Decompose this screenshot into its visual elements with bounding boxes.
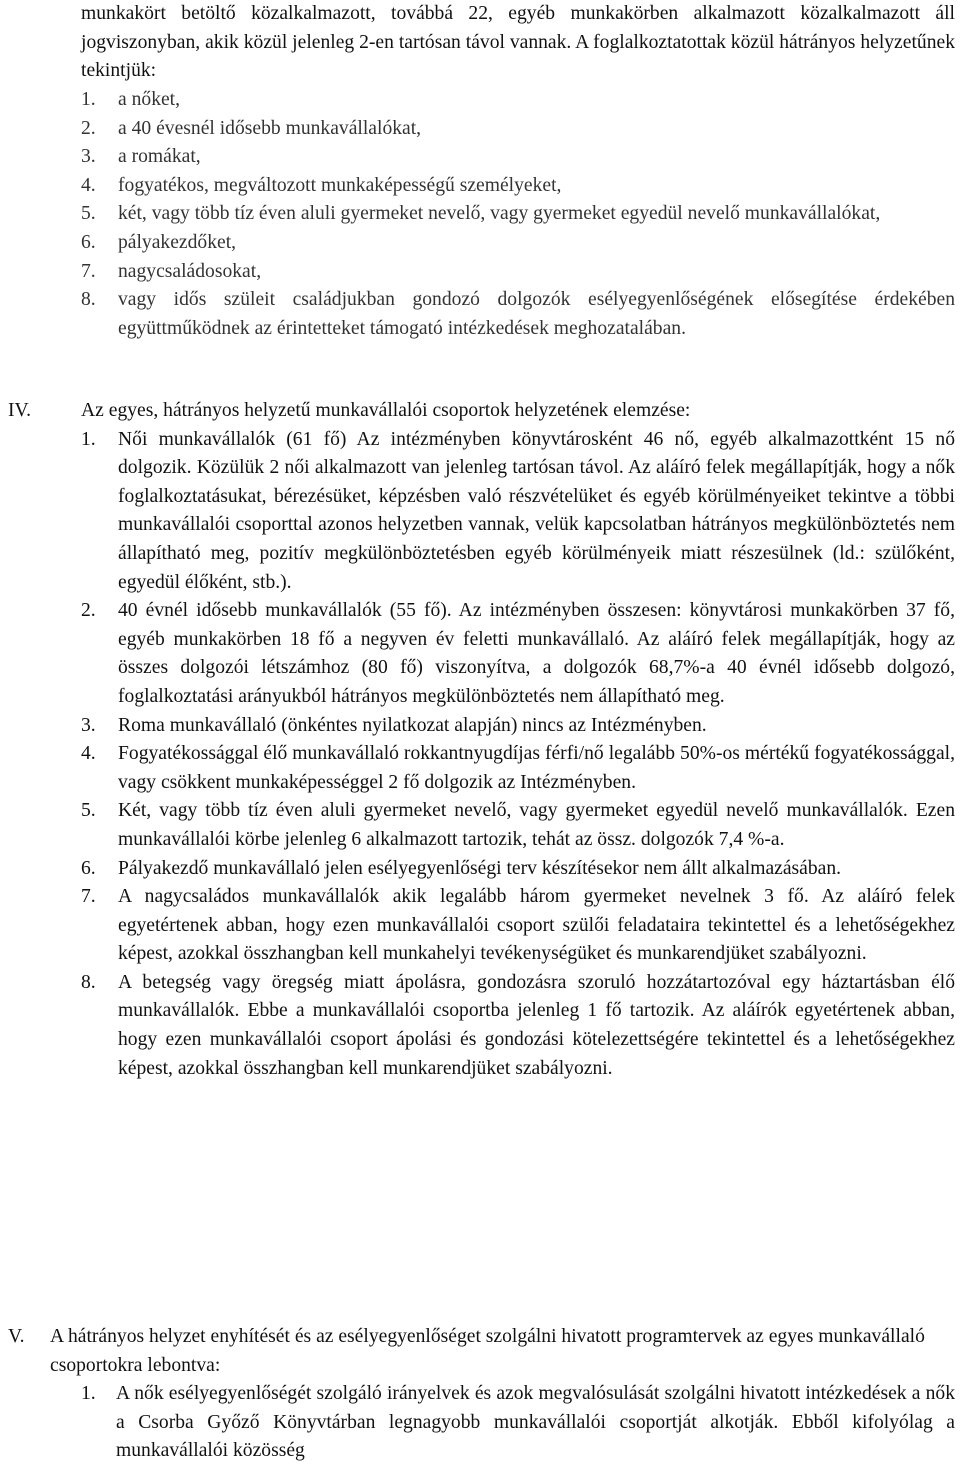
- list-item-text: Roma munkavállaló (önkéntes nyilatkozat alapján) nincs az Intézményben.: [118, 714, 707, 736]
- list-item-text: nagycsaládosokat,: [118, 260, 262, 282]
- list-item-number: 7.: [81, 886, 96, 908]
- list-item-number: 3.: [81, 714, 96, 736]
- list-item: [81, 883, 955, 969]
- list-item-number: 6.: [81, 231, 96, 253]
- list-item-text: Pályakezdő munkavállaló jelen esélyegyenlőségi terv készítésekor nem állt alkalmazásában.: [118, 857, 842, 879]
- section-v: [0, 1323, 960, 1466]
- list-item: [81, 426, 955, 598]
- list-item-number: 3.: [81, 146, 96, 168]
- list-item: [81, 200, 955, 229]
- list-item: [81, 258, 955, 287]
- program-plan-list: [81, 1380, 955, 1466]
- list-item: [81, 797, 955, 854]
- list-item: [81, 597, 955, 711]
- section-heading: [0, 397, 960, 426]
- list-item-text: A betegség vagy öregség miatt ápolásra, gondozásra szoruló hozzátartozóval egy háztartásban élő munkavállalók. Ebbe a munkavállalói csoportba jelenleg 1 fő tartozik. Az aláírók egyetértenek abban, hogy ezen munkavállalói csoport ápolási és gondozási kötelezettségére tekintettel és a lehetőségekhez képest, azokkal összhangban kell munkarendjüket szabályozni.: [118, 971, 955, 1079]
- list-item-number: 6.: [81, 857, 96, 879]
- list-item: [81, 172, 955, 201]
- list-item-text: fogyatékos, megváltozott munkaképességű személyeket,: [118, 174, 562, 196]
- group-analysis-list: [81, 426, 955, 1084]
- list-item-number: 5.: [81, 800, 96, 822]
- list-item: [81, 229, 955, 258]
- list-item: [81, 115, 955, 144]
- section-title: Az egyes, hátrányos helyzetű munkavállalói csoportok helyzetének elemzése:: [81, 400, 691, 421]
- section-heading: [0, 1323, 960, 1380]
- list-item: [81, 969, 955, 1083]
- list-item-text: 40 évnél idősebb munkavállalók (55 fő). Az intézményben összesen: könyvtárosi munkakörben 37 fő, egyéb munkakörben 18 fő a negyven év feletti munkavállaló. Az aláíró felek megállapítják, hogy az összes dolgozói létszámhoz (80 fő) viszonyítva, a dolgozók 68,7%-a 40 évnél idősebb dolgozó, foglalkoztatási arányukból hátrányos megkülönböztetés nem állapítható meg.: [118, 600, 955, 707]
- list-item-text: két, vagy több tíz éven aluli gyermeket nevelő, vagy gyermeket egyedül nevelő munkavállalókat,: [118, 203, 881, 225]
- section-iv: [0, 397, 960, 1083]
- list-item-text: Két, vagy több tíz éven aluli gyermeket nevelő, vagy gyermeket egyedül nevelő munkavállalók. Ezen munkavállalói körbe jelenleg 6 alkalmazott tartozik, tehát az össz. dolgozók 7,4 %-a.: [118, 800, 955, 850]
- list-item-number: 5.: [81, 203, 96, 225]
- list-item: [81, 286, 955, 343]
- list-item-number: 1.: [81, 1383, 96, 1405]
- list-item-text: a romákat,: [118, 146, 201, 168]
- list-item-text: A nők esélyegyenlőségét szolgáló irányelvek és azok megvalósulását szolgálni hivatott intézkedések a nők a Csorba Győző Könyvtárban legnagyobb munkavállalói csoportját alkotják. Ebből kifolyólag a munkavállalói közösség: [116, 1383, 955, 1462]
- section-number: V.: [8, 1326, 25, 1347]
- list-item-number: 2.: [81, 117, 96, 139]
- intro-paragraph: munkakört betöltő közalkalmazott, továbbá 22, egyéb munkakörben alkalmazott közalkalmazott áll jogviszonyban, akik közül jelenleg 2-en tartósan távol vannak. A foglalkoztatottak közül hátrányos helyzetűnek tekintjük:: [81, 3, 955, 82]
- disadvantaged-groups-list: [81, 86, 955, 343]
- list-item-number: 8.: [81, 971, 96, 993]
- list-item: [81, 740, 955, 797]
- list-item-number: 4.: [81, 743, 96, 765]
- list-item-text: A nagycsaládos munkavállalók akik legalább három gyermeket nevelnek 3 fő. Az aláíró felek egyetértenek abban, hogy ezen munkavállalói csoport szülői feladataira tekintettel és a lehetőségekhez képest, azokkal összhangban kell munkahelyi tevékenységüket és munkarendjüket szabályozni.: [118, 886, 955, 965]
- list-item-number: 1.: [81, 89, 96, 110]
- list-item-number: 7.: [81, 260, 96, 282]
- section-number: IV.: [8, 400, 32, 421]
- list-item: [81, 86, 955, 115]
- list-item: [81, 712, 955, 741]
- list-item-number: 2.: [81, 600, 96, 622]
- list-item: [81, 855, 955, 884]
- list-item: [81, 1380, 955, 1466]
- list-item-number: 1.: [81, 428, 96, 450]
- list-item-number: 4.: [81, 174, 96, 196]
- list-item-text: vagy idős szüleit családjukban gondozó dolgozók esélyegyenlőségének elősegítése érdekében együttműködnek az érintetteket támogató intézkedések meghozatalában.: [118, 289, 955, 339]
- list-item-text: pályakezdőket,: [118, 231, 237, 253]
- list-item-text: a 40 évesnél idősebb munkavállalókat,: [118, 117, 422, 139]
- list-item-number: 8.: [81, 289, 96, 311]
- list-item-text: Női munkavállalók (61 fő) Az intézményben könyvtárosként 46 nő, egyéb alkalmazottként 15 nő dolgozik. Közülük 2 női alkalmazott van jelenleg tartósan távol. Az aláíró felek megállapítják, hogy a nők foglalkoztatásukat, bérezésüket, képzésben való részvételüket és egyéb körülményeiket tekintve a többi munkavállalói csoporttal azonos helyzetben vannak, velük kapcsolatban hátrányos megkülönböztetés nem állapítható meg, pozitív megkülönböztetésben egyéb körülményeik miatt részesülnek (ld.: szülőként, egyedül élőként, stb.).: [118, 428, 955, 593]
- list-item: [81, 143, 955, 172]
- section-title: A hátrányos helyzet enyhítését és az esélyegyenlőséget szolgálni hivatott programtervek az egyes munkavállaló csoportokra lebontva:: [50, 1326, 925, 1376]
- list-item-text: Fogyatékossággal élő munkavállaló rokkantnyugdíjas férfi/nő legalább 50%-os mértékű fogyatékossággal, vagy csökkent munkaképességgel 2 fő dolgozik az Intézményben.: [118, 743, 955, 793]
- list-item-text: a nőket,: [118, 89, 181, 110]
